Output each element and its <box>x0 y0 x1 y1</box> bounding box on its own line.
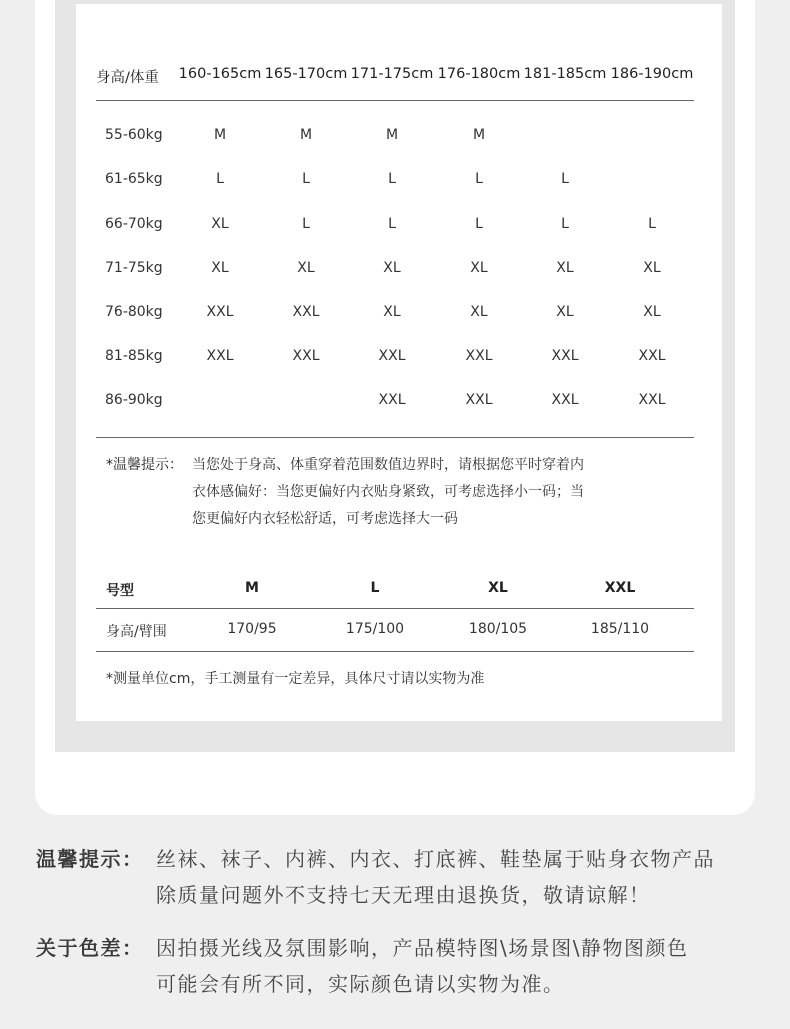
height-range-6: 186-190cm <box>610 66 694 82</box>
model-value: 170/95 <box>227 621 277 637</box>
size-cell: XL <box>470 304 488 320</box>
size-cell: XXL <box>206 348 234 364</box>
model-row-label: 身高/臂围 <box>106 624 167 640</box>
model-header-label: 号型 <box>106 583 134 599</box>
measurement-footnote: *测量单位cm，手工测量有一定差异，具体尺寸请以实物为准 <box>106 671 485 687</box>
size-cell: XL <box>470 260 488 276</box>
size-cell: XXL <box>465 392 493 408</box>
model-size-xl: XL <box>488 580 508 596</box>
size-cell: XL <box>211 260 229 276</box>
table-body <box>96 101 694 438</box>
height-range-3: 171-175cm <box>350 66 434 82</box>
table-header <box>96 60 694 101</box>
size-cell: L <box>475 171 483 187</box>
size-cell: M <box>299 127 313 143</box>
color-notice-line: 因拍摄光线及氛围影响，产品模特图\场景图\静物图颜色 <box>156 936 689 960</box>
size-cell: XL <box>643 260 661 276</box>
intimate-notice-line: 丝袜、袜子、内裤、内衣、打底裤、鞋垫属于贴身衣物产品 <box>156 847 715 871</box>
fit-tip-line: 您更偏好内衣轻松舒适，可考虑选择大一码 <box>192 511 458 527</box>
weight-label: 76-80kg <box>105 304 163 320</box>
size-cell: XXL <box>638 348 666 364</box>
size-cell: XL <box>556 304 574 320</box>
size-cell: L <box>561 216 569 232</box>
weight-label: 71-75kg <box>105 260 163 276</box>
model-table-header <box>96 570 694 609</box>
size-cell: L <box>216 171 224 187</box>
model-size-l: L <box>370 580 380 596</box>
fit-tip-text <box>192 452 662 533</box>
height-range-4: 176-180cm <box>437 66 521 82</box>
table-row <box>96 392 694 436</box>
size-cell: XXL <box>638 392 666 408</box>
size-cell: XL <box>297 260 315 276</box>
size-cell: M <box>385 127 399 143</box>
table-row <box>96 127 694 171</box>
weight-label: 66-70kg <box>105 216 163 232</box>
model-value: 185/110 <box>590 621 650 637</box>
size-cell: L <box>475 216 483 232</box>
weight-label: 61-65kg <box>105 171 163 187</box>
color-notice-line: 可能会有所不同，实际颜色请以实物为准。 <box>156 972 565 996</box>
fit-tip-line: 当您处于身高、体重穿着范围数值边界时，请根据您平时穿着内 <box>192 457 584 473</box>
size-cell: XXL <box>206 304 234 320</box>
weight-label: 86-90kg <box>105 392 163 408</box>
weight-label: 55-60kg <box>105 127 163 143</box>
size-cell: XL <box>383 304 401 320</box>
size-cell: XXL <box>465 348 493 364</box>
size-cell: L <box>388 171 396 187</box>
size-cell: XXL <box>292 304 320 320</box>
color-notice-text <box>156 930 776 1002</box>
corner-label: 身高/体重 <box>96 70 159 86</box>
color-notice-label: 关于色差： <box>36 936 144 960</box>
table-row <box>96 216 694 260</box>
size-cell: XXL <box>551 392 579 408</box>
model-value: 180/105 <box>468 621 528 637</box>
size-cell: XXL <box>551 348 579 364</box>
model-size-table <box>96 570 694 652</box>
fit-tip-line: 衣体感偏好：当您更偏好内衣贴身紧致，可考虑选择小一码；当 <box>192 484 584 500</box>
size-cell: XL <box>556 260 574 276</box>
table-row <box>96 171 694 215</box>
size-cell: L <box>302 216 310 232</box>
height-range-1: 160-165cm <box>178 66 262 82</box>
size-cell: XXL <box>378 392 406 408</box>
intimate-notice-label: 温馨提示： <box>36 847 144 871</box>
size-cell: L <box>648 216 656 232</box>
size-cell: XL <box>383 260 401 276</box>
table-row <box>96 260 694 304</box>
size-cell: M <box>213 127 227 143</box>
size-cell: XL <box>211 216 229 232</box>
table-row <box>96 348 694 392</box>
size-cell: XXL <box>378 348 406 364</box>
size-cell: XL <box>643 304 661 320</box>
weight-label: 81-85kg <box>105 348 163 364</box>
model-size-xxl: XXL <box>604 580 636 596</box>
intimate-notice-line: 除质量问题外不支持七天无理由退换货，敬请谅解！ <box>156 883 651 907</box>
fit-tip-label: *温馨提示： <box>106 457 183 473</box>
size-cell: L <box>302 171 310 187</box>
size-cell: L <box>561 171 569 187</box>
size-recommendation-table <box>96 60 694 438</box>
height-range-2: 165-170cm <box>264 66 348 82</box>
size-cell: L <box>388 216 396 232</box>
height-range-5: 181-185cm <box>523 66 607 82</box>
model-size-m: M <box>245 580 259 596</box>
size-cell: XXL <box>292 348 320 364</box>
model-table-row <box>96 609 694 652</box>
table-row <box>96 304 694 348</box>
size-cell: M <box>472 127 486 143</box>
intimate-notice-text <box>156 841 776 913</box>
model-value: 175/100 <box>345 621 405 637</box>
